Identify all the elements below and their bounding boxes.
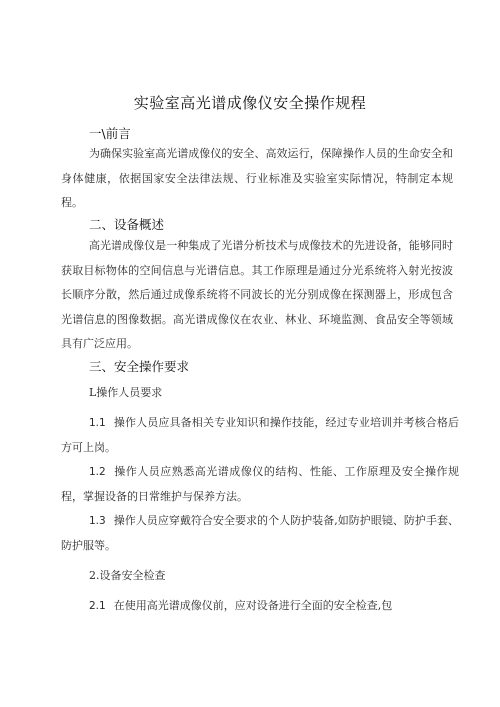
item-text: 操作人员应穿戴符合安全要求的个人防护装备,如防护眼镜、防护手套、防护服等。 xyxy=(61,514,459,552)
item-text: 在使用高光谱成像仪前，应对设备进行全面的安全检查,包 xyxy=(113,599,393,612)
overview-paragraph: 高光谱成像仪是一种集成了光谱分析技术与成像技术的先进设备，能够同时获取目标物体的空间信息与光谱信息。其工作原理是通过分光系统将入射光按波长顺序分散，然后通过成像系统将不同波长的光分别成像在探测器上，形成包含光谱信息的图像数据。高光谱成像仪在农业、林业、环境监测、食品安全等领域具有广泛应用。 xyxy=(61,239,453,350)
section-heading-overview: 二、设备概述 xyxy=(89,217,165,232)
item-text: 操作人员应具备相关专业知识和操作技能，经过专业培训并考核合格后方可上岗。 xyxy=(61,416,459,454)
subsection-equipment-check: 2.设备安全检查 xyxy=(89,569,166,582)
requirement-item-1-2 xyxy=(61,460,459,509)
preface-paragraph: 为确保实验室高光谱成像仪的安全、高效运行，保障操作人员的生命安全和身体健康，依据国家安全法律法规、行业标准及实验室实际情况，特制定本规程。 xyxy=(61,147,453,209)
document-title: 实验室高光谱成像仪安全操作规程 xyxy=(133,94,367,112)
item-number: 2.1 xyxy=(89,600,106,612)
requirement-item-1-1 xyxy=(61,411,459,460)
item-number: 1.2 xyxy=(89,466,106,478)
item-text: 操作人员应熟悉高光谱成像仪的结构、性能、工作原理及安全操作规程，掌握设备的日常维护与保养方法。 xyxy=(61,465,459,503)
item-number: 1.3 xyxy=(89,515,106,527)
subsection-operator-requirements: L操作人员要求 xyxy=(89,386,163,399)
section-heading-requirements: 三、安全操作要求 xyxy=(89,359,190,374)
requirement-item-1-3 xyxy=(61,509,459,558)
section-heading-preface: 一\前言 xyxy=(89,126,131,141)
requirement-item-2-1 xyxy=(61,594,459,619)
item-number: 1.1 xyxy=(89,417,106,429)
